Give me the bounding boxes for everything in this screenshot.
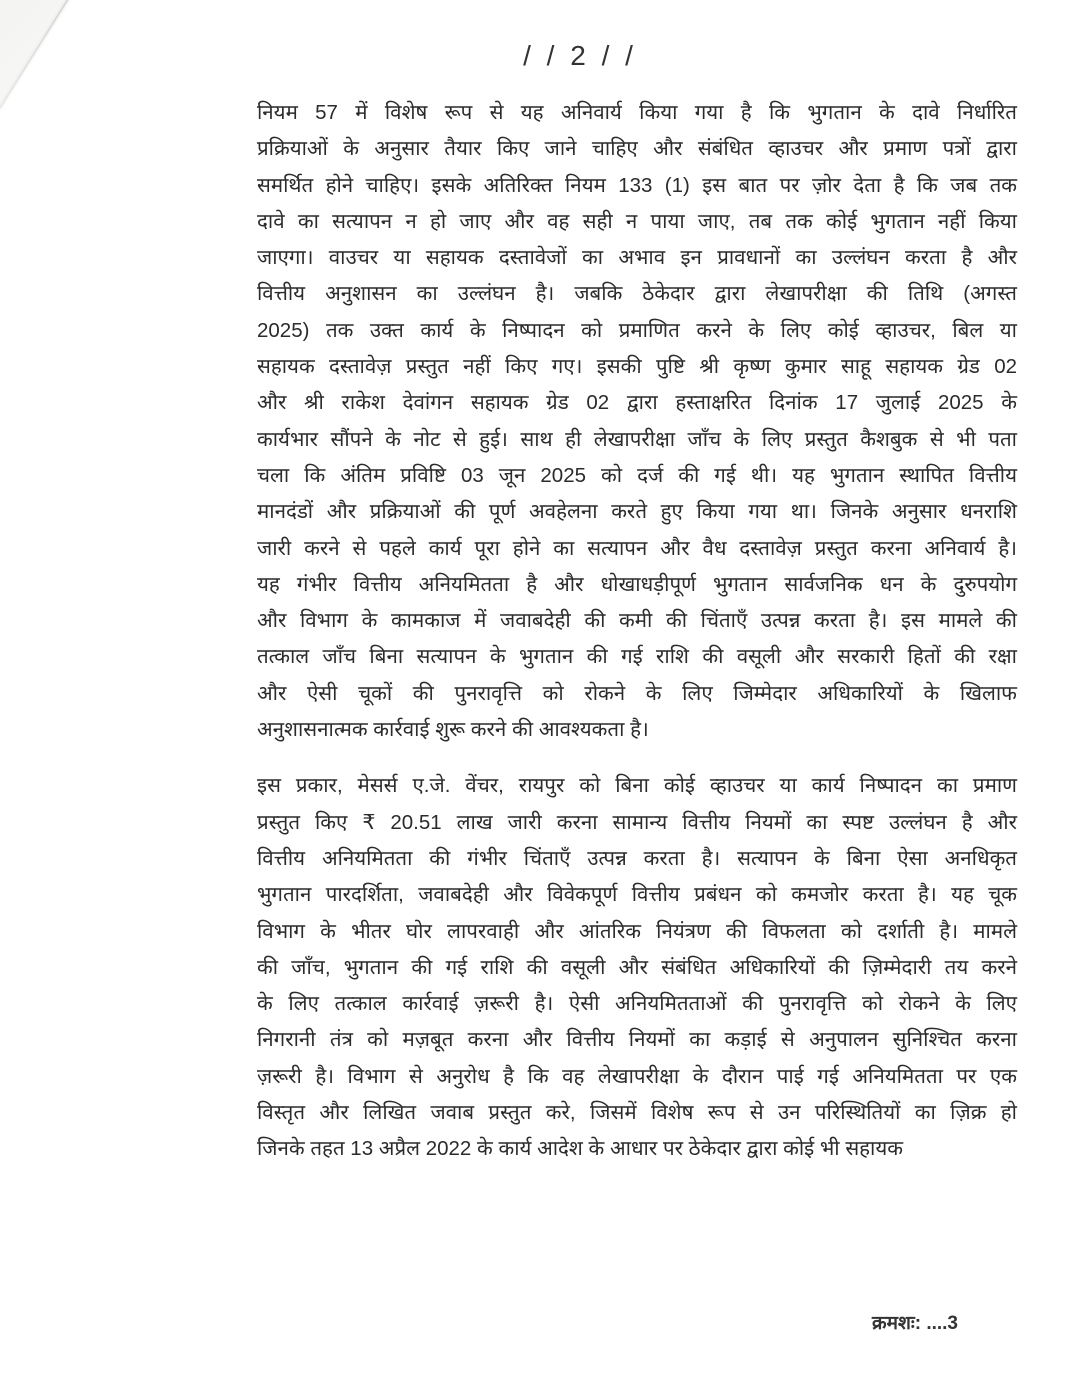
text-line: जाएगा। वाउचर या सहायक दस्तावेजों का अभाव इन प्रावधानों का उल्लंघन करता है और [257, 246, 1017, 270]
text-line: कार्यभार सौंपने के नोट से हुई। साथ ही लेखापरीक्षा जाँच के लिए प्रस्तुत कैशबुक से भी पता [257, 427, 1017, 451]
paragraph-2 [257, 768, 1017, 1167]
text-line: वित्तीय अनुशासन का उल्लंघन है। जबकि ठेकेदार द्वारा लेखापरीक्षा की तिथि (अगस्त [257, 282, 1017, 306]
text-line: विभाग के भीतर घोर लापरवाही और आंतरिक नियंत्रण की विफलता को दर्शाती है। मामले [257, 919, 1017, 943]
text-line: इस प्रकार, मेसर्स ए.जे. वेंचर, रायपुर को बिना कोई व्हाउचर या कार्य निष्पादन का प्रमाण [257, 774, 1017, 798]
text-line: ज़रूरी है। विभाग से अनुरोध है कि वह लेखापरीक्षा के दौरान पाई गई अनियमितता पर एक [257, 1064, 1017, 1088]
paragraph-1 [257, 95, 1017, 748]
text-line: यह गंभीर वित्तीय अनियमितता है और धोखाधड़ीपूर्ण भुगतान सार्वजनिक धन के दुरुपयोग [257, 572, 1017, 596]
text-line: की जाँच, भुगतान की गई राशि की वसूली और संबंधित अधिकारियों की ज़िम्मेदारी तय करने [257, 955, 1017, 979]
text-line: सहायक दस्तावेज़ प्रस्तुत नहीं किए गए। इसकी पुष्टि श्री कृष्ण कुमार साहू सहायक ग्रेड 02 [257, 355, 1017, 379]
text-line: तत्काल जाँच बिना सत्यापन के भुगतान की गई राशि की वसूली और सरकारी हितों की रक्षा [257, 645, 1017, 669]
text-line: प्रस्तुत किए ₹ 20.51 लाख जारी करना सामान्य वित्तीय नियमों का स्पष्ट उल्लंघन है और [257, 810, 1017, 834]
text-line: नियम 57 में विशेष रूप से यह अनिवार्य किया गया है कि भुगतान के दावे निर्धारित [257, 101, 1017, 124]
text-line: समर्थित होने चाहिए। इसके अतिरिक्त नियम 133 (1) इस बात पर ज़ोर देता है कि जब तक [257, 173, 1017, 197]
text-line: दावे का सत्यापन न हो जाए और वह सही न पाया जाए, तब तक कोई भुगतान नहीं किया [257, 209, 1017, 233]
text-line: मानदंडों और प्रक्रियाओं की पूर्ण अवहेलना करते हुए किया गया था। जिनके अनुसार धनराशि [257, 500, 1017, 524]
text-line: विस्तृत और लिखित जवाब प्रस्तुत करे, जिसमें विशेष रूप से उन परिस्थितियों का ज़िक्र हो [257, 1101, 1017, 1125]
text-line: अनुशासनात्मक कार्रवाई शुरू करने की आवश्यकता है। [257, 718, 649, 742]
text-line: जारी करने से पहले कार्य पूरा होने का सत्यापन और वैध दस्तावेज़ प्रस्तुत करना अनिवार्य है। [257, 536, 1017, 560]
text-line: और श्री राकेश देवांगन सहायक ग्रेड 02 द्वारा हस्ताक्षरित दिनांक 17 जुलाई 2025 के [257, 391, 1017, 415]
text-line: जिनके तहत 13 अप्रैल 2022 के कार्य आदेश के आधार पर ठेकेदार द्वारा कोई भी सहायक [257, 1137, 904, 1161]
text-line: प्रक्रियाओं के अनुसार तैयार किए जाने चाहिए और संबंधित व्हाउचर और प्रमाण पत्रों द्वारा [257, 137, 1017, 161]
text-line: निगरानी तंत्र को मज़बूत करना और वित्तीय नियमों का कड़ाई से अनुपालन सुनिश्चित करना [257, 1028, 1017, 1052]
text-line: 2025) तक उक्त कार्य के निष्पादन को प्रमाणित करने के लिए कोई व्हाउचर, बिल या [257, 318, 1017, 342]
text-line: के लिए तत्काल कार्रवाई ज़रूरी है। ऐसी अनियमितताओं की पुनरावृत्ति को रोकने के लिए [257, 992, 1017, 1016]
text-line: और ऐसी चूकों की पुनरावृत्ति को रोकने के लिए जिम्मेदार अधिकारियों के खिलाफ [257, 681, 1017, 705]
text-line: और विभाग के कामकाज में जवाबदेही की कमी की चिंताएँ उत्पन्न करता है। इस मामले की [257, 609, 1017, 633]
continuation-note: क्रमशः: ....3 [872, 1313, 959, 1334]
text-line: भुगतान पारदर्शिता, जवाबदेही और विवेकपूर्ण वित्तीय प्रबंधन को कमजोर करता है। यह चूक [257, 883, 1017, 907]
page-number-header: / / 2 / / [523, 40, 637, 71]
document-body [257, 95, 1017, 1168]
text-line: चला कि अंतिम प्रविष्टि 03 जून 2025 को दर्ज की गई थी। यह भुगतान स्थापित वित्तीय [257, 463, 1017, 487]
text-line: वित्तीय अनियमितता की गंभीर चिंताएँ उत्पन्न करता है। सत्यापन के बिना ऐसा अनधिकृत [257, 846, 1017, 870]
